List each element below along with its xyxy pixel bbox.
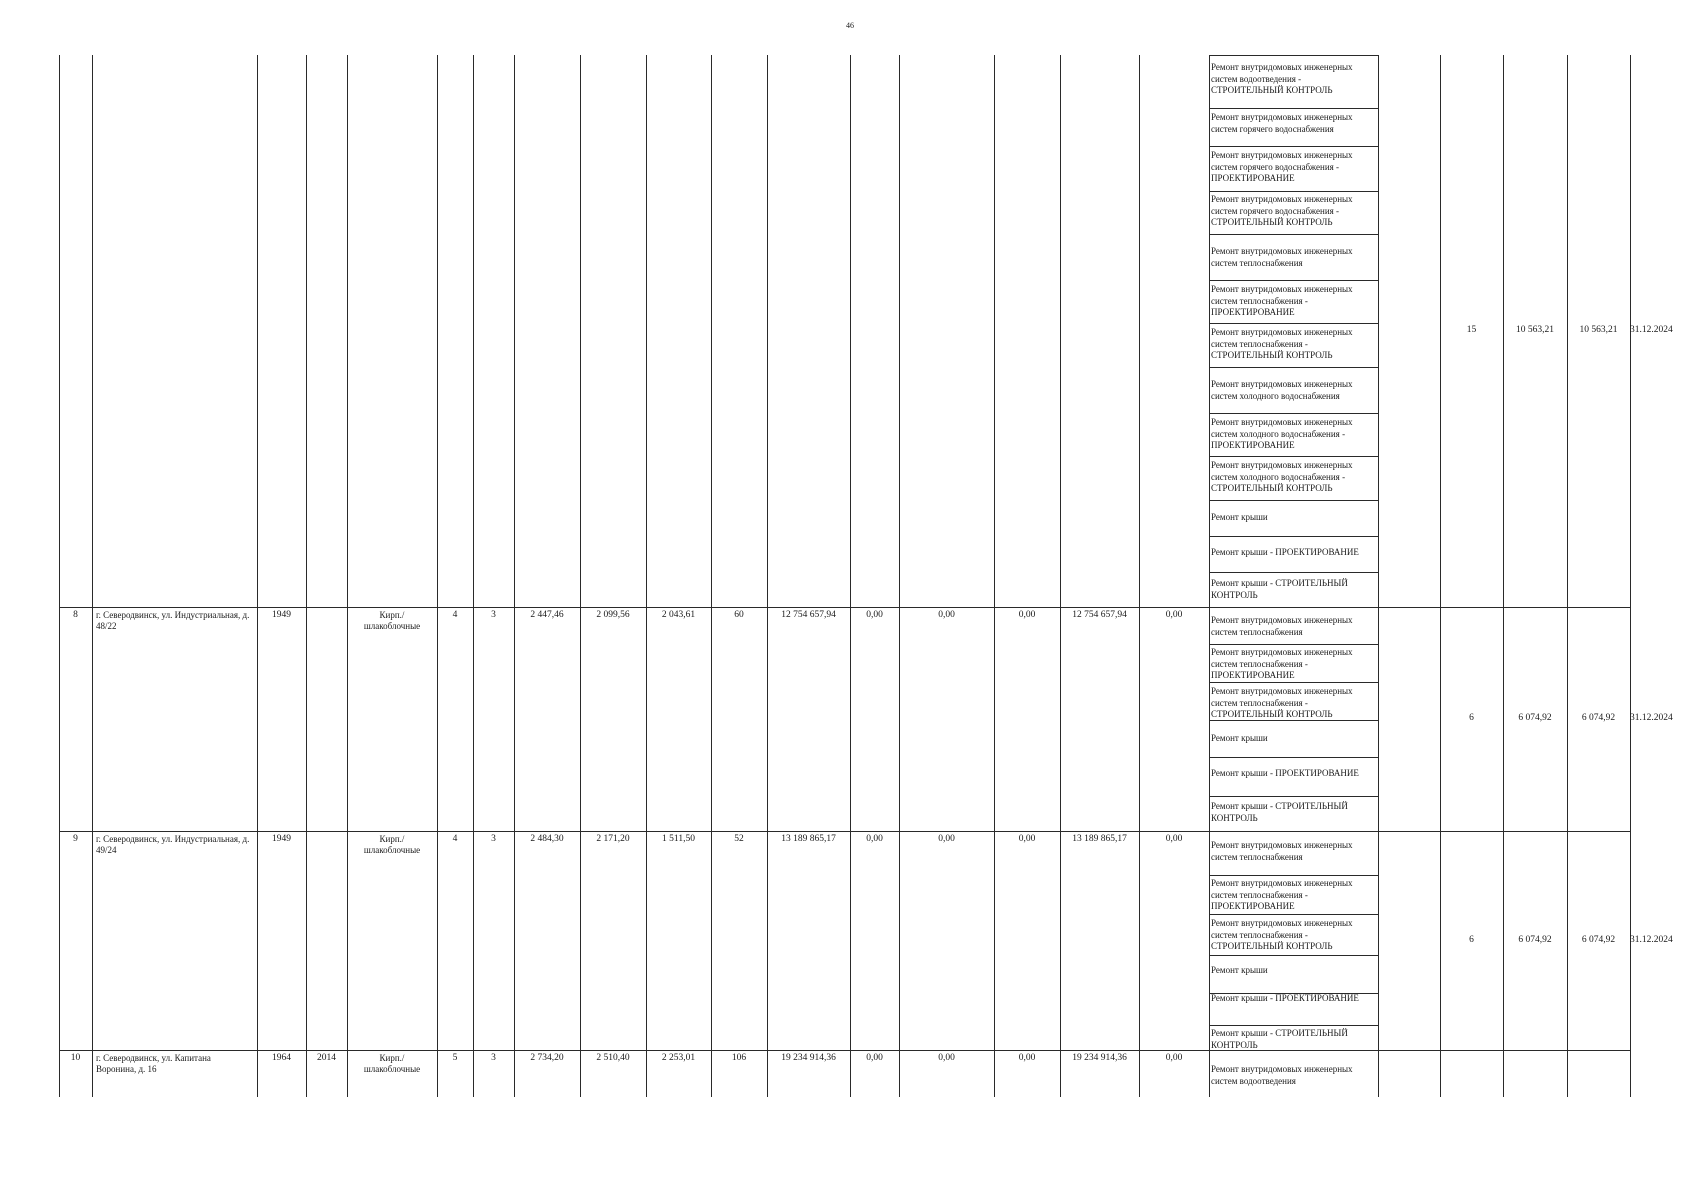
work-count-cell: 15 bbox=[1466, 325, 1477, 335]
cost-total-cell: 13 189 865,17 bbox=[781, 834, 836, 844]
column-rule bbox=[646, 55, 647, 1097]
column-rule bbox=[92, 55, 93, 1097]
address-cell: г. Северодвинск, ул. Индустриальная, д. 49/24 bbox=[96, 834, 250, 855]
work-subrow-rule bbox=[1209, 323, 1378, 324]
work-type-label: Ремонт крыши bbox=[1211, 965, 1268, 975]
max-unit-cost-cell: 10 563,21 bbox=[1579, 325, 1618, 335]
work-type-label: Ремонт внутридомовых инженерных систем теплоснабжения - ПРОЕКТИРОВАНИЕ bbox=[1211, 878, 1353, 911]
living-area-2-cell: 2 043,61 bbox=[661, 610, 696, 620]
work-type-label: Ремонт внутридомовых инженерных систем теплоснабжения bbox=[1211, 246, 1353, 268]
work-subrow-rule bbox=[1209, 955, 1378, 956]
fund-1-cell: 0,00 bbox=[866, 834, 883, 844]
column-rule bbox=[1209, 55, 1210, 1097]
work-type-label: Ремонт внутридомовых инженерных систем холодного водоснабжения bbox=[1211, 379, 1353, 401]
year-renovated-cell: 2014 bbox=[317, 1053, 336, 1063]
cost-total-cell: 19 234 914,36 bbox=[781, 1053, 836, 1063]
work-subrow-rule bbox=[1209, 536, 1378, 537]
unit-cost-cell: 6 074,92 bbox=[1518, 713, 1552, 723]
floors-cell: 4 bbox=[452, 610, 458, 620]
cost-total-cell: 12 754 657,94 bbox=[781, 610, 836, 620]
deadline-cell: 31.12.2024 bbox=[1630, 934, 1673, 945]
living-area-cell: 2 171,20 bbox=[596, 834, 630, 844]
work-subrow-rule bbox=[1209, 682, 1378, 683]
column-rule bbox=[347, 55, 348, 1097]
work-subrow-rule bbox=[1209, 234, 1378, 235]
column-rule bbox=[59, 55, 60, 1097]
max-unit-cost-cell: 6 074,92 bbox=[1581, 934, 1616, 945]
work-type-label: Ремонт крыши - СТРОИТЕЛЬНЫЙ КОНТРОЛЬ bbox=[1211, 578, 1348, 600]
total-area-cell: 2 734,20 bbox=[530, 1053, 564, 1063]
work-type-label: Ремонт внутридомовых инженерных систем теплоснабжения - СТРОИТЕЛЬНЫЙ КОНТРОЛЬ bbox=[1211, 327, 1353, 360]
column-rule bbox=[1060, 55, 1061, 1097]
work-type-label: Ремонт крыши - ПРОЕКТИРОВАНИЕ bbox=[1211, 768, 1359, 778]
deadline-cell: 31.12.2024 bbox=[1630, 325, 1673, 335]
fund-3-cell: 0,00 bbox=[1018, 834, 1036, 844]
work-type-label: Ремонт внутридомовых инженерных систем холодного водоснабжения - СТРОИТЕЛЬНЫЙ КОНТРОЛЬ bbox=[1211, 460, 1353, 493]
entrances-cell: 3 bbox=[491, 1053, 496, 1063]
column-rule bbox=[580, 55, 581, 1097]
work-subrow-rule bbox=[1209, 280, 1378, 281]
fund-2-cell: 0,00 bbox=[938, 610, 955, 620]
column-rule bbox=[1139, 55, 1140, 1097]
year-built-cell: 1949 bbox=[272, 834, 291, 844]
work-type-label: Ремонт крыши - СТРОИТЕЛЬНЫЙ КОНТРОЛЬ bbox=[1211, 801, 1348, 823]
wall-material-cell: Кирп./ шлакоблочные bbox=[363, 610, 421, 631]
column-rule bbox=[514, 55, 515, 1097]
work-type-label: Ремонт внутридомовых инженерных систем горячего водоснабжения - СТРОИТЕЛЬНЫЙ КОНТРОЛЬ bbox=[1211, 194, 1353, 227]
page-number: 46 bbox=[846, 21, 854, 30]
work-type-label: Ремонт внутридомовых инженерных систем теплоснабжения bbox=[1211, 840, 1353, 862]
fund-2-cell: 0,00 bbox=[938, 1053, 955, 1063]
work-subrow-rule bbox=[1209, 796, 1378, 797]
work-count-cell: 6 bbox=[1469, 713, 1474, 723]
work-type-label: Ремонт крыши - ПРОЕКТИРОВАНИЕ bbox=[1211, 993, 1359, 1003]
work-subrow-rule bbox=[1209, 367, 1378, 368]
address-cell: г. Северодвинск, ул. Индустриальная, д. 48/22 bbox=[96, 610, 250, 631]
work-type-label: Ремонт внутридомовых инженерных систем теплоснабжения - ПРОЕКТИРОВАНИЕ bbox=[1211, 647, 1353, 680]
work-cell-top bbox=[1209, 55, 1378, 56]
wall-material-cell: Кирп./ шлакоблочные bbox=[363, 834, 421, 855]
column-rule bbox=[994, 55, 995, 1097]
row-rule bbox=[59, 831, 1630, 832]
cost-owners-cell: 12 754 657,94 bbox=[1072, 610, 1127, 620]
deadline-cell: 31.12.2024 bbox=[1630, 713, 1673, 723]
column-rule bbox=[899, 55, 900, 1097]
residents-cell: 106 bbox=[731, 1053, 747, 1063]
floors-cell: 5 bbox=[452, 1053, 458, 1063]
cost-owners-cell: 19 234 914,36 bbox=[1072, 1053, 1127, 1063]
column-rule bbox=[1378, 55, 1379, 1097]
living-area-2-cell: 2 253,01 bbox=[661, 1053, 696, 1063]
column-rule bbox=[473, 55, 474, 1097]
entrances-cell: 3 bbox=[491, 834, 496, 844]
work-type-label: Ремонт внутридомовых инженерных систем водоотведения - СТРОИТЕЛЬНЫЙ КОНТРОЛЬ bbox=[1211, 62, 1353, 95]
row-rule bbox=[59, 1050, 1630, 1051]
fund-2-cell: 0,00 bbox=[938, 834, 955, 844]
column-rule bbox=[711, 55, 712, 1097]
year-built-cell: 1949 bbox=[272, 610, 291, 620]
work-type-label: Ремонт внутридомовых инженерных систем теплоснабжения bbox=[1211, 615, 1353, 637]
fund-4-cell: 0,00 bbox=[1165, 834, 1183, 844]
column-rule bbox=[257, 55, 258, 1097]
total-area-cell: 2 484,30 bbox=[530, 834, 564, 844]
work-type-label: Ремонт крыши bbox=[1211, 733, 1268, 743]
unit-cost-cell: 6 074,92 bbox=[1518, 934, 1552, 945]
num-cell: 8 bbox=[73, 610, 78, 620]
column-rule bbox=[437, 55, 438, 1097]
max-unit-cost-cell: 6 074,92 bbox=[1581, 713, 1616, 723]
work-type-label: Ремонт крыши bbox=[1211, 512, 1268, 522]
column-rule bbox=[850, 55, 851, 1097]
fund-4-cell: 0,00 bbox=[1165, 1053, 1183, 1063]
work-subrow-rule bbox=[1209, 757, 1378, 758]
work-count-cell: 6 bbox=[1469, 934, 1474, 945]
work-type-label: Ремонт внутридомовых инженерных систем горячего водоснабжения - ПРОЕКТИРОВАНИЕ bbox=[1211, 150, 1353, 183]
work-type-label: Ремонт крыши - ПРОЕКТИРОВАНИЕ bbox=[1211, 547, 1359, 557]
fund-1-cell: 0,00 bbox=[866, 1053, 883, 1063]
work-subrow-rule bbox=[1209, 456, 1378, 457]
residents-cell: 52 bbox=[734, 834, 744, 844]
fund-3-cell: 0,00 bbox=[1018, 610, 1036, 620]
work-subrow-rule bbox=[1209, 108, 1378, 109]
cost-owners-cell: 13 189 865,17 bbox=[1072, 834, 1127, 844]
work-type-label: Ремонт внутридомовых инженерных систем горячего водоснабжения bbox=[1211, 112, 1353, 134]
unit-cost-cell: 10 563,21 bbox=[1516, 325, 1554, 335]
column-rule bbox=[767, 55, 768, 1097]
num-cell: 9 bbox=[73, 834, 78, 844]
work-subrow-rule bbox=[1209, 644, 1378, 645]
work-subrow-rule bbox=[1209, 914, 1378, 915]
work-subrow-rule bbox=[1209, 875, 1378, 876]
living-area-2-cell: 1 511,50 bbox=[662, 834, 695, 844]
fund-1-cell: 0,00 bbox=[866, 610, 883, 620]
work-type-label: Ремонт внутридомовых инженерных систем теплоснабжения - СТРОИТЕЛЬНЫЙ КОНТРОЛЬ bbox=[1211, 918, 1353, 951]
floors-cell: 4 bbox=[452, 834, 458, 844]
entrances-cell: 3 bbox=[491, 610, 496, 620]
work-type-label: Ремонт внутридомовых инженерных систем холодного водоснабжения - ПРОЕКТИРОВАНИЕ bbox=[1211, 417, 1353, 450]
work-subrow-rule bbox=[1209, 1025, 1378, 1026]
total-area-cell: 2 447,46 bbox=[530, 610, 564, 620]
address-cell: г. Северодвинск, ул. Капитана Воронина, д. 16 bbox=[96, 1053, 211, 1074]
column-rule bbox=[306, 55, 307, 1097]
work-type-label: Ремонт внутридомовых инженерных систем теплоснабжения - СТРОИТЕЛЬНЫЙ КОНТРОЛЬ bbox=[1211, 686, 1353, 719]
work-subrow-rule bbox=[1209, 572, 1378, 573]
work-subrow-rule bbox=[1209, 500, 1378, 501]
year-built-cell: 1964 bbox=[272, 1053, 291, 1063]
work-type-label: Ремонт внутридомовых инженерных систем теплоснабжения - ПРОЕКТИРОВАНИЕ bbox=[1211, 284, 1353, 317]
residents-cell: 60 bbox=[734, 610, 744, 620]
work-type-label: Ремонт внутридомовых инженерных систем водоотведения bbox=[1211, 1064, 1353, 1086]
work-type-label: Ремонт крыши - СТРОИТЕЛЬНЫЙ КОНТРОЛЬ bbox=[1211, 1028, 1348, 1050]
work-subrow-rule bbox=[1209, 413, 1378, 414]
num-cell: 10 bbox=[70, 1053, 81, 1063]
living-area-cell: 2 510,40 bbox=[596, 1053, 630, 1063]
work-subrow-rule bbox=[1209, 146, 1378, 147]
work-subrow-rule bbox=[1209, 191, 1378, 192]
fund-4-cell: 0,00 bbox=[1165, 610, 1183, 620]
living-area-cell: 2 099,56 bbox=[596, 610, 630, 620]
fund-3-cell: 0,00 bbox=[1018, 1053, 1036, 1063]
row-rule bbox=[59, 607, 1630, 608]
wall-material-cell: Кирп./ шлакоблочные bbox=[363, 1053, 421, 1074]
